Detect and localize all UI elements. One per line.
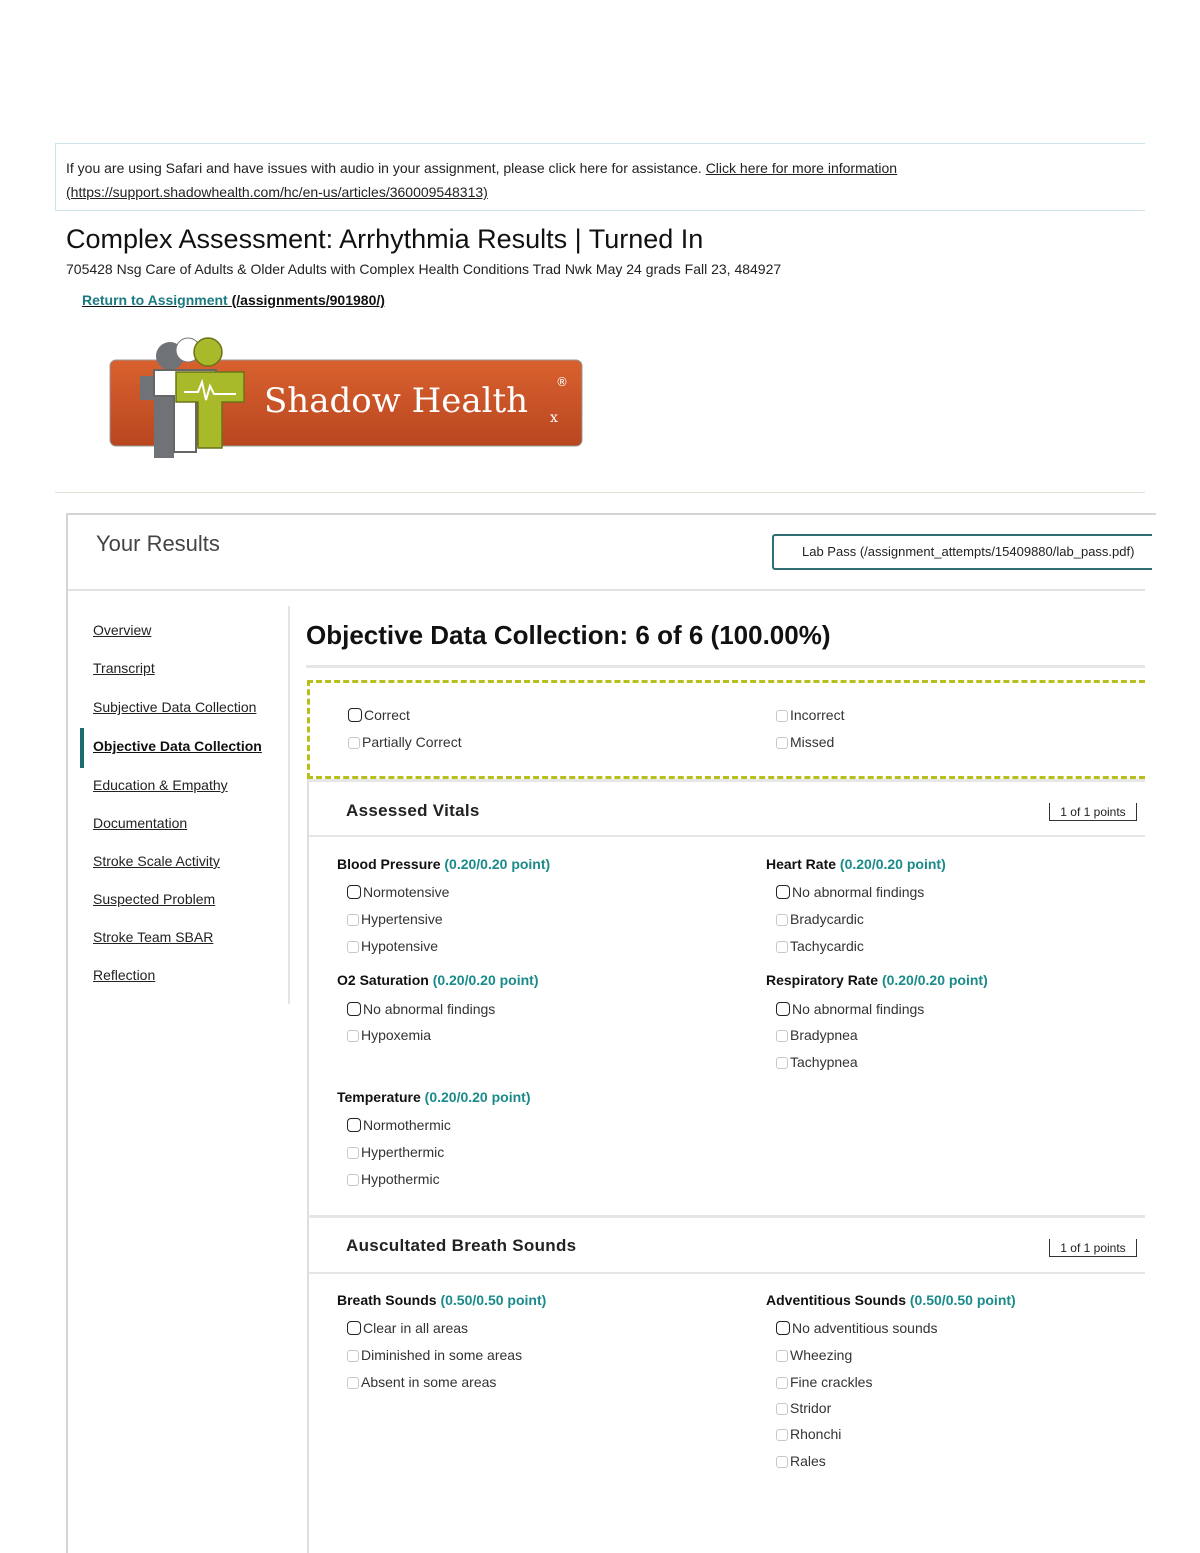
- option-item: Wheezing: [776, 1346, 852, 1364]
- sidebar-item-education-empathy[interactable]: Education & Empathy: [93, 777, 228, 793]
- option-item: No abnormal findings: [776, 1000, 924, 1018]
- checkbox-icon: [776, 1030, 788, 1042]
- question-title: Breath Sounds (0.50/0.50 point): [337, 1292, 547, 1308]
- checkbox-icon: [776, 941, 788, 953]
- checkbox-icon: [776, 1057, 788, 1069]
- checkbox-icon: [776, 1456, 788, 1468]
- card-divider: [309, 835, 1145, 837]
- sidebar-item-objective-data-collection[interactable]: Objective Data Collection: [93, 738, 262, 754]
- sidebar-item-suspected-problem[interactable]: Suspected Problem: [93, 891, 216, 907]
- sidebar-item-overview[interactable]: Overview: [93, 622, 152, 638]
- checkbox-icon: [347, 885, 361, 899]
- course-name: 705428 Nsg Care of Adults & Older Adults with Complex Health Conditions Trad Nwk May 24 grads Fall 23, 484927: [66, 261, 782, 277]
- option-item: Fine crackles: [776, 1373, 872, 1391]
- notice-text: If you are using Safari and have issues with audio in your assignment, please click here for assistance.: [66, 160, 702, 176]
- question-title: Adventitious Sounds (0.50/0.50 point): [766, 1292, 1016, 1308]
- sidebar-item-stroke-team-sbar[interactable]: Stroke Team SBAR: [93, 929, 214, 945]
- option-item: Absent in some areas: [347, 1373, 496, 1391]
- checkbox-icon: [347, 1174, 359, 1186]
- option-item: Bradypnea: [776, 1026, 858, 1044]
- checkbox-icon: [776, 1350, 788, 1362]
- sidebar-item-stroke-scale-activity[interactable]: Stroke Scale Activity: [93, 853, 220, 869]
- checkbox-icon: [776, 914, 788, 926]
- question-title: Blood Pressure (0.20/0.20 point): [337, 856, 551, 872]
- results-heading: Your Results: [96, 531, 220, 556]
- option-item: No abnormal findings: [347, 1000, 495, 1018]
- checkbox-icon: [347, 914, 359, 926]
- option-item: Tachypnea: [776, 1053, 858, 1071]
- option-item: Hyperthermic: [347, 1143, 444, 1161]
- sidebar-item-documentation[interactable]: Documentation: [93, 815, 188, 831]
- safari-notice: [55, 143, 1145, 211]
- points-badge: 1 of 1 points: [1049, 803, 1137, 821]
- result-legend: [307, 680, 1145, 779]
- option-item: No adventitious sounds: [776, 1319, 938, 1337]
- checkbox-icon: [776, 737, 788, 749]
- checkbox-icon: [348, 737, 360, 749]
- legend-partially-correct: Partially Correct: [348, 733, 462, 751]
- option-item: Clear in all areas: [347, 1319, 468, 1337]
- checkbox-icon: [776, 1321, 790, 1335]
- shadow-health-logo: [108, 336, 588, 466]
- svg-text:x: x: [550, 410, 558, 426]
- option-item: Hypertensive: [347, 910, 443, 928]
- header-divider: [55, 492, 1145, 493]
- checkbox-icon: [776, 1403, 788, 1415]
- more-info-link[interactable]: Click here for more information: [705, 160, 898, 176]
- return-to-assignment-link[interactable]: Return to Assignment (/assignments/901980/): [82, 292, 385, 308]
- checkbox-icon: [347, 1377, 359, 1389]
- title-divider: [306, 665, 1145, 668]
- checkbox-icon: [776, 1377, 788, 1389]
- sidebar-item-reflection[interactable]: Reflection: [93, 967, 156, 983]
- option-item: Rhonchi: [776, 1425, 841, 1443]
- checkbox-icon: [348, 708, 362, 722]
- question-title: Temperature (0.20/0.20 point): [337, 1089, 531, 1105]
- option-item: Hypothermic: [347, 1170, 440, 1188]
- card-heading: Auscultated Breath Sounds: [346, 1236, 577, 1255]
- question-title: O2 Saturation (0.20/0.20 point): [337, 972, 539, 988]
- lab-pass-button[interactable]: Lab Pass (/assignment_attempts/15409880/lab_pass.pdf): [772, 534, 1152, 570]
- panel-divider: [68, 589, 1145, 591]
- checkbox-icon: [347, 1350, 359, 1362]
- question-title: Heart Rate (0.20/0.20 point): [766, 856, 946, 872]
- svg-text:®: ®: [556, 375, 568, 389]
- option-item: Tachycardic: [776, 937, 864, 955]
- checkbox-icon: [347, 1002, 361, 1016]
- option-item: No abnormal findings: [776, 883, 924, 901]
- page-title: Complex Assessment: Arrhythmia Results | Turned In: [66, 224, 704, 254]
- active-indicator: [80, 728, 84, 768]
- checkbox-icon: [347, 1030, 359, 1042]
- option-item: Hypotensive: [347, 937, 438, 955]
- vitals-card: [307, 779, 1145, 1215]
- card-divider: [309, 1272, 1145, 1274]
- option-item: Bradycardic: [776, 910, 864, 928]
- question-title: Respiratory Rate (0.20/0.20 point): [766, 972, 988, 988]
- checkbox-icon: [347, 1147, 359, 1159]
- checkbox-icon: [776, 885, 790, 899]
- option-item: Normothermic: [347, 1116, 451, 1134]
- card-heading: Assessed Vitals: [346, 801, 480, 820]
- checkbox-icon: [776, 1002, 790, 1016]
- logo-text: Shadow Health: [264, 381, 529, 421]
- option-item: Rales: [776, 1452, 826, 1470]
- checkbox-icon: [347, 941, 359, 953]
- points-badge: 1 of 1 points: [1049, 1239, 1137, 1257]
- section-title: Objective Data Collection: 6 of 6 (100.00%): [306, 620, 831, 650]
- results-sidebar: [80, 606, 290, 1004]
- checkbox-icon: [776, 710, 788, 722]
- option-item: Stridor: [776, 1399, 831, 1417]
- option-item: Hypoxemia: [347, 1026, 431, 1044]
- sidebar-item-transcript[interactable]: Transcript: [93, 660, 155, 676]
- option-item: Normotensive: [347, 883, 449, 901]
- sidebar-item-subjective-data-collection[interactable]: Subjective Data Collection: [93, 699, 257, 715]
- support-url-link[interactable]: (https://support.shadowhealth.com/hc/en-us/articles/360009548313): [66, 184, 488, 200]
- checkbox-icon: [347, 1118, 361, 1132]
- breath-sounds-card: [307, 1215, 1145, 1553]
- checkbox-icon: [776, 1429, 788, 1441]
- option-item: Diminished in some areas: [347, 1346, 522, 1364]
- checkbox-icon: [347, 1321, 361, 1335]
- legend-incorrect: Incorrect: [776, 706, 844, 724]
- legend-missed: Missed: [776, 733, 834, 751]
- legend-correct: Correct: [348, 706, 410, 724]
